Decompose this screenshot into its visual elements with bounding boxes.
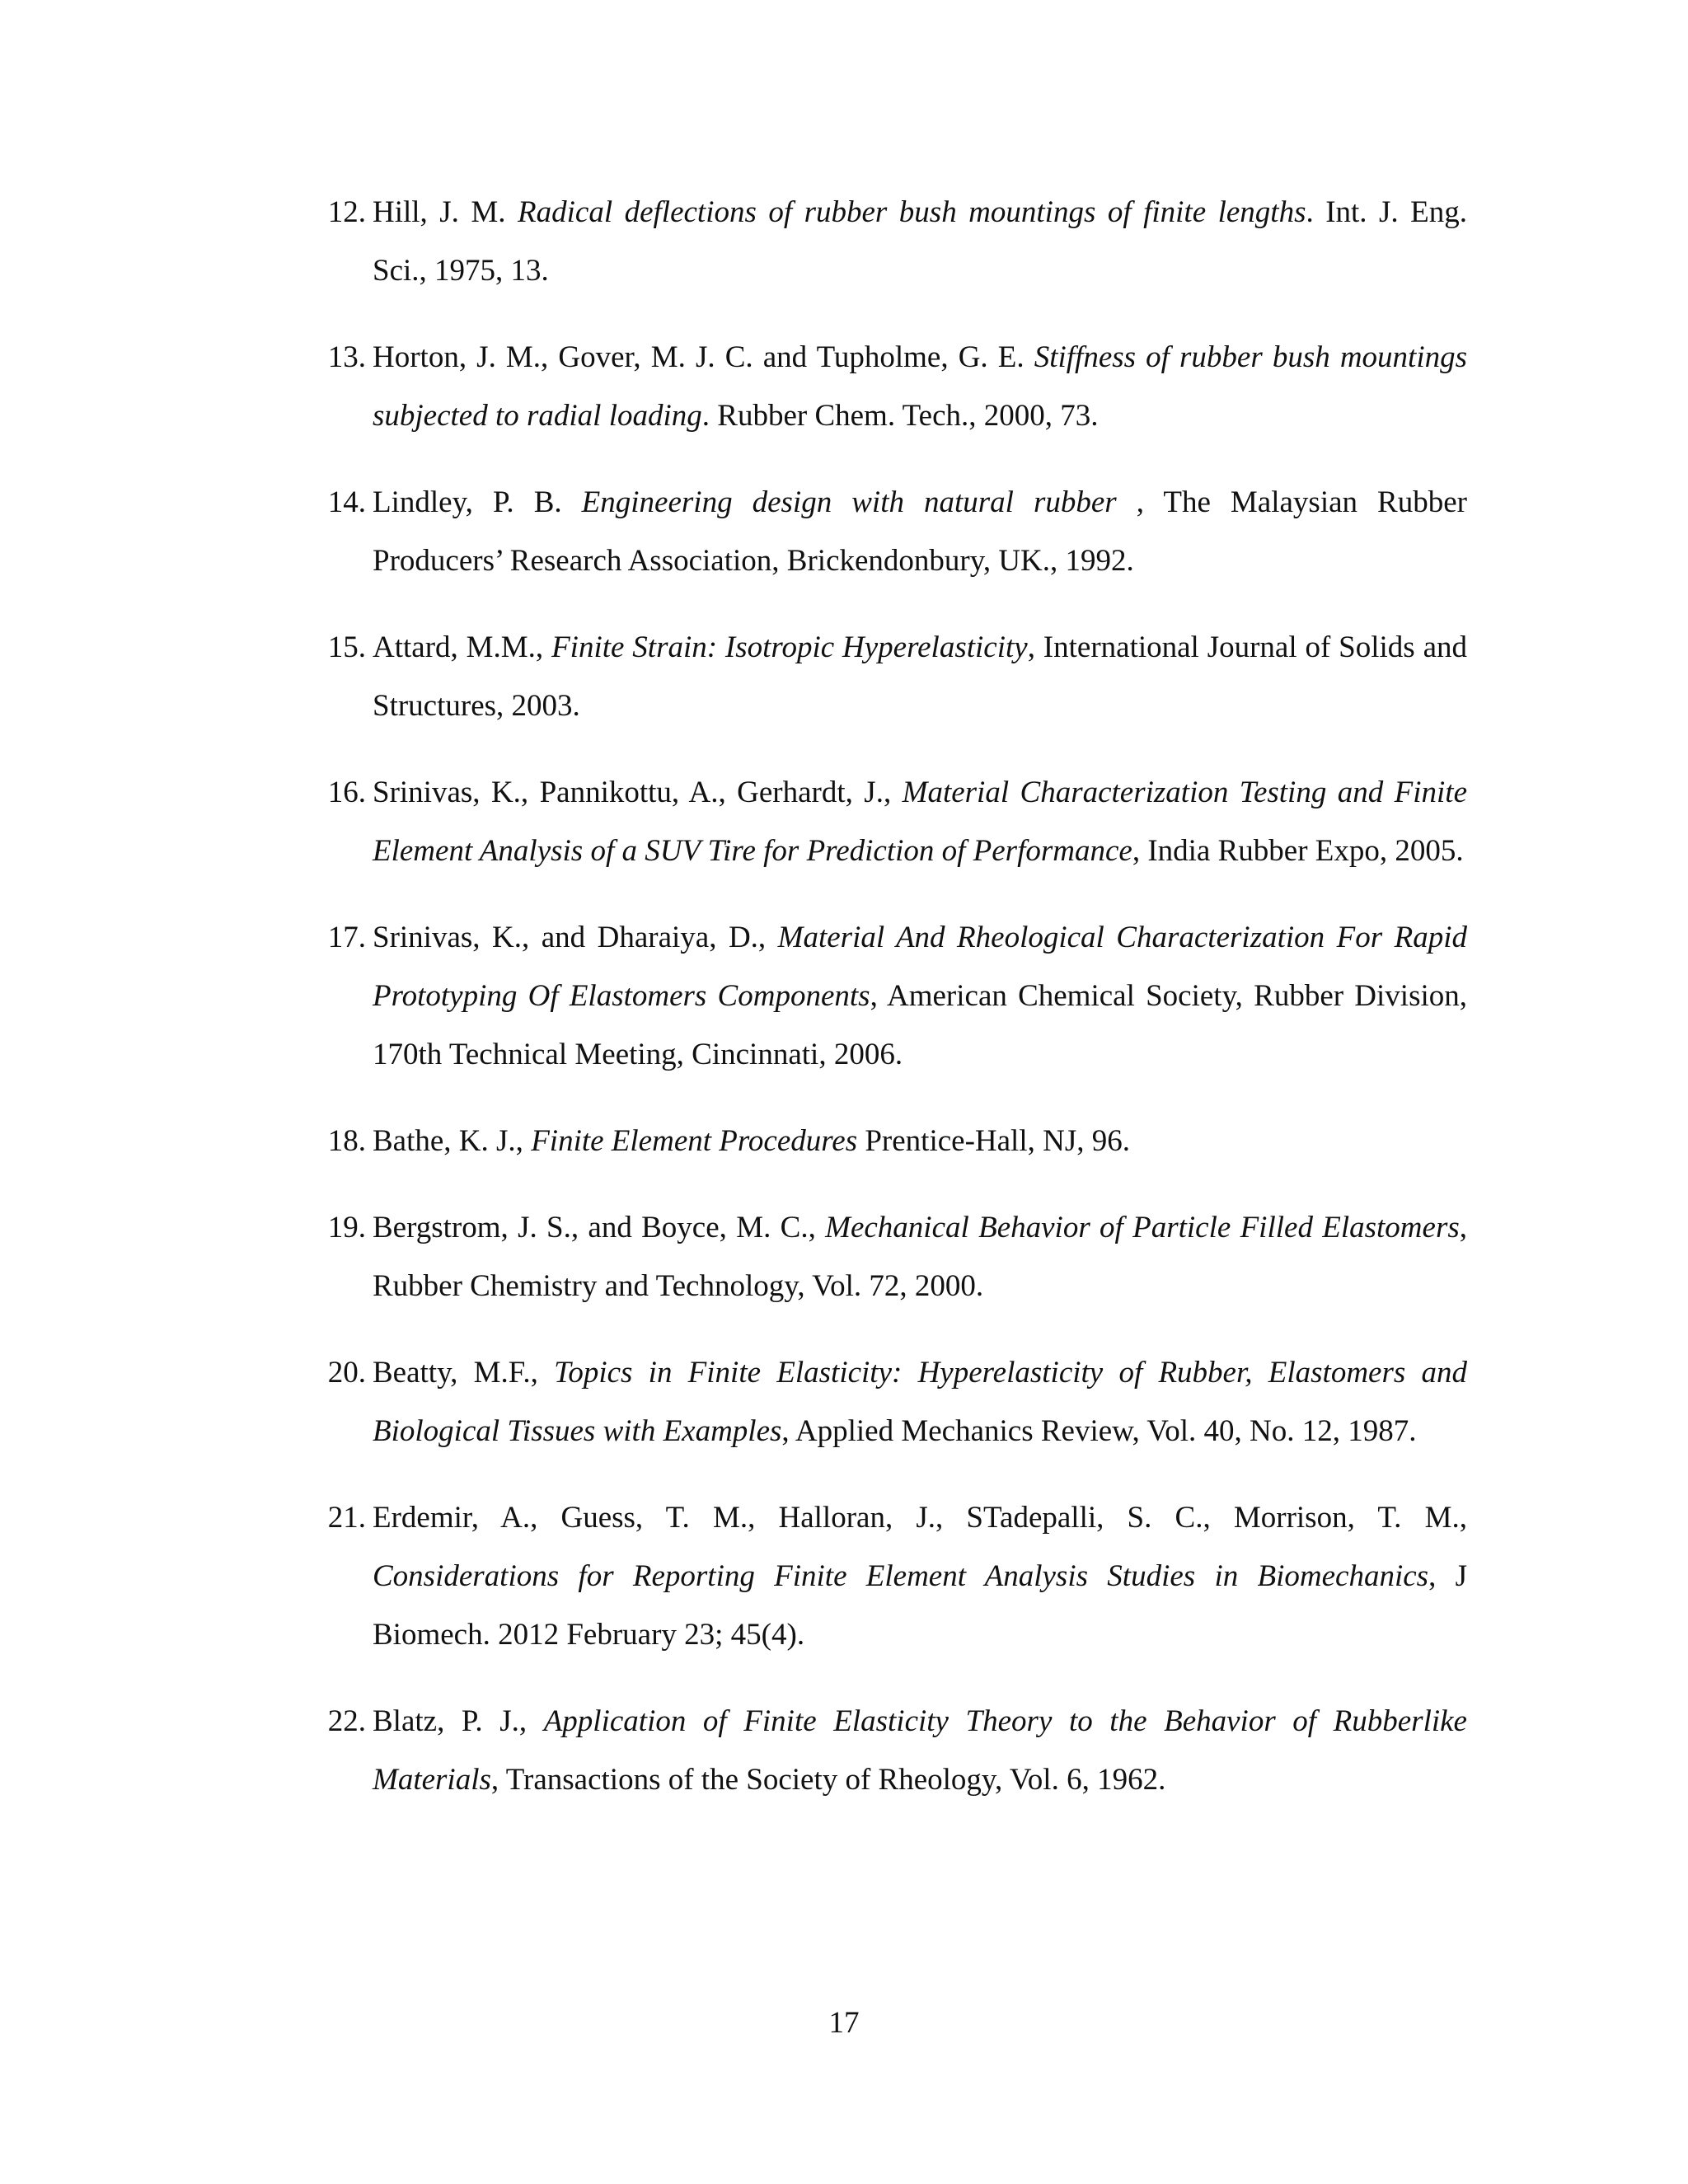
reference-title: Mechanical Behavior of Particle Filled Elastomers xyxy=(825,1211,1460,1244)
reference-authors: Beatty, M.F., xyxy=(373,1356,555,1390)
reference-details: , Rubber Chemistry and Technology, Vol. 72, 2000. xyxy=(373,1211,1467,1303)
reference-text xyxy=(373,473,1467,590)
reference-item-15 xyxy=(313,618,1467,735)
reference-item-16 xyxy=(313,763,1467,880)
reference-text xyxy=(373,1198,1467,1315)
reference-number: 18. xyxy=(327,1124,366,1158)
reference-details: , Applied Mechanics Review, Vol. 40, No. 12, 1987. xyxy=(781,1414,1417,1448)
reference-item-17 xyxy=(313,908,1467,1084)
reference-details: , International Journal of Solids and Structures, 2003. xyxy=(373,630,1467,723)
reference-authors: Bathe, K. J., xyxy=(373,1124,532,1158)
reference-text xyxy=(373,328,1467,445)
reference-details: , India Rubber Expo, 2005. xyxy=(1132,834,1464,868)
reference-authors: Srinivas, K., and Dharaiya, D., xyxy=(373,921,778,954)
reference-number: 22. xyxy=(327,1704,366,1738)
reference-number: 14. xyxy=(327,485,366,519)
reference-item-19 xyxy=(313,1198,1467,1315)
reference-text xyxy=(373,183,1467,300)
reference-details: . Rubber Chem. Tech., 2000, 73. xyxy=(701,399,1099,433)
reference-text xyxy=(373,1488,1467,1664)
reference-title: Topics in Finite Elasticity: Hyperelasticity of Rubber, Elastomers and Biological Tissues with Examples xyxy=(373,1356,1467,1448)
reference-text xyxy=(373,1692,1467,1809)
reference-text xyxy=(373,618,1467,735)
reference-item-20 xyxy=(313,1343,1467,1460)
reference-title: Finite Element Procedures xyxy=(531,1124,858,1158)
reference-text xyxy=(373,763,1467,880)
reference-number: 15. xyxy=(327,630,366,664)
reference-number: 12. xyxy=(327,195,366,229)
reference-number: 17. xyxy=(327,921,366,954)
reference-title: Finite Strain: Isotropic Hyperelasticity xyxy=(551,630,1028,664)
reference-item-13 xyxy=(313,328,1467,445)
reference-item-22 xyxy=(313,1692,1467,1809)
reference-authors: Horton, J. M., Gover, M. J. C. and Tupholme, G. E. xyxy=(373,340,1034,374)
reference-title: Stiffness of rubber bush mountings subjected to radial loading xyxy=(373,340,1468,433)
reference-authors: Bergstrom, J. S., and Boyce, M. C., xyxy=(373,1211,826,1244)
reference-item-12 xyxy=(313,183,1467,300)
reference-authors: Attard, M.M., xyxy=(373,630,552,664)
reference-details: Prentice-Hall, NJ, 96. xyxy=(857,1124,1130,1158)
reference-authors: Blatz, P. J., xyxy=(373,1704,544,1738)
reference-text xyxy=(373,908,1467,1084)
reference-title: Material Characterization Testing and Finite Element Analysis of a SUV Tire for Prediction of Performance xyxy=(373,776,1468,868)
reference-number: 13. xyxy=(327,340,366,374)
reference-authors: Erdemir, A., Guess, T. M., Halloran, J., STadepalli, S. C., Morrison, T. M., xyxy=(373,1501,1467,1535)
reference-title: Engineering design with natural rubber xyxy=(581,485,1117,519)
reference-details: , The Malaysian Rubber Producers’ Research Association, Brickendonbury, UK., 1992. xyxy=(373,485,1467,578)
reference-list xyxy=(313,183,1467,1837)
reference-text xyxy=(373,1343,1467,1460)
reference-authors: Lindley, P. B. xyxy=(373,485,582,519)
reference-title: Considerations for Reporting Finite Element Analysis Studies in Biomechanics xyxy=(373,1559,1429,1593)
page-number: 17 xyxy=(828,2006,860,2040)
reference-details: . Int. J. Eng. Sci., 1975, 13. xyxy=(373,195,1467,288)
reference-number: 20. xyxy=(327,1356,366,1390)
reference-item-18 xyxy=(313,1112,1467,1170)
reference-authors: Hill, J. M. xyxy=(373,195,518,229)
reference-details: , American Chemical Society, Rubber Division, 170th Technical Meeting, Cincinnati, 2006. xyxy=(373,979,1467,1071)
reference-number: 16. xyxy=(327,776,366,809)
reference-title: Material And Rheological Characterization For Rapid Prototyping Of Elastomers Components xyxy=(373,921,1467,1013)
reference-details: , J Biomech. 2012 February 23; 45(4). xyxy=(373,1559,1467,1652)
reference-title: Application of Finite Elasticity Theory to the Behavior of Rubberlike Materials xyxy=(373,1704,1467,1797)
reference-title: Radical deflections of rubber bush mountings of finite lengths xyxy=(518,195,1306,229)
reference-number: 21. xyxy=(327,1501,366,1535)
reference-item-14 xyxy=(313,473,1467,590)
reference-authors: Srinivas, K., Pannikottu, A., Gerhardt, J., xyxy=(373,776,903,809)
reference-text xyxy=(373,1112,1467,1170)
reference-item-21 xyxy=(313,1488,1467,1664)
reference-details: , Transactions of the Society of Rheology, Vol. 6, 1962. xyxy=(490,1763,1166,1797)
reference-number: 19. xyxy=(327,1211,366,1244)
